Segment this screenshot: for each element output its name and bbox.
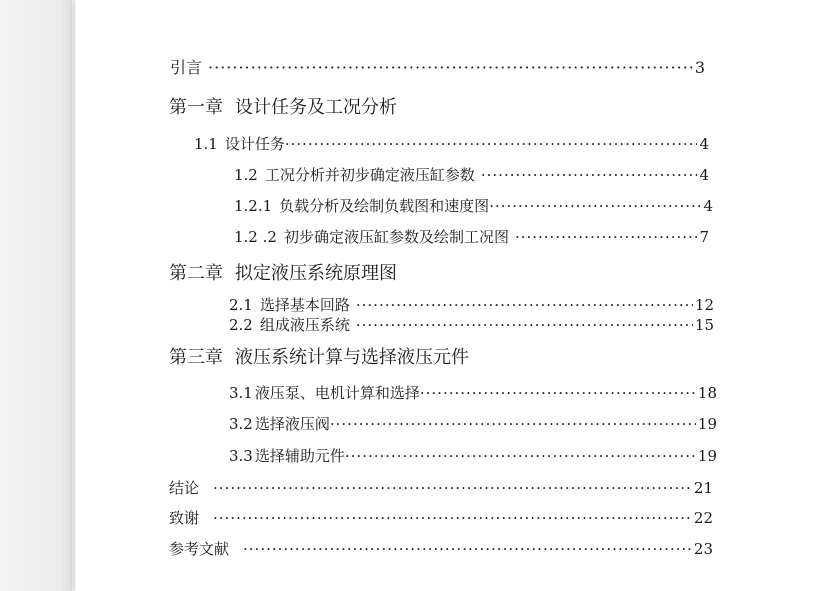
toc-entry-1-2-1[interactable] (234, 199, 713, 214)
toc-entry-label: 致谢 (169, 509, 200, 527)
toc-entry-number: 3.2 (229, 415, 253, 433)
toc-entry-number: 3.3 (229, 447, 253, 465)
toc-chapter-2[interactable] (169, 265, 397, 283)
toc-page-number: 4 (699, 135, 709, 153)
toc-page-number: 19 (697, 447, 717, 465)
toc-entry-label: 选择辅助元件 (254, 447, 345, 465)
toc-entry-thanks[interactable] (169, 511, 713, 526)
chapter-title: 液压系统计算与选择液压元件 (235, 347, 469, 368)
toc-page-number: 7 (699, 228, 709, 246)
toc-entry-1-2-2[interactable] (234, 230, 709, 245)
toc-entry-label: 负载分析及绘制负载图和速度图 (279, 197, 490, 215)
toc-entry-1-1[interactable] (194, 137, 709, 152)
toc-entry-label: 参考文献 (169, 540, 230, 558)
toc-entry-number: 3.1 (229, 384, 253, 402)
toc-page-number: 4 (703, 197, 713, 215)
toc-leader-dots (330, 417, 696, 432)
toc-page-number: 15 (694, 316, 714, 334)
toc-chapter-3[interactable] (169, 349, 469, 367)
toc-entry-2-2[interactable] (229, 318, 714, 333)
toc-leader-dots (208, 60, 693, 76)
toc-entry-label: 选择基本回路 (259, 296, 350, 314)
toc-leader-dots (243, 542, 692, 557)
toc-entry-number: 1.2 (234, 166, 258, 184)
toc-leader-dots (420, 386, 696, 401)
toc-entry-number: 1.2.1 (234, 197, 273, 215)
toc-leader-dots (356, 298, 693, 313)
toc-leader-dots (515, 230, 698, 245)
toc-entry-references[interactable] (169, 542, 713, 557)
toc-page-number: 21 (693, 479, 713, 497)
toc-entry-label: 初步确定液压缸参数及绘制工况图 (283, 228, 509, 246)
chapter-title: 拟定液压系统原理图 (235, 263, 397, 284)
toc-entry-1-2[interactable] (234, 168, 709, 183)
toc-page-number: 4 (699, 166, 709, 184)
document-page (75, 0, 831, 591)
toc-leader-dots (285, 137, 698, 152)
toc-entry-label: 设计任务 (224, 135, 285, 153)
toc-leader-dots (213, 511, 692, 526)
toc-entry-3-2[interactable] (229, 417, 717, 432)
toc-leader-dots (356, 318, 693, 333)
toc-leader-dots (481, 168, 698, 183)
toc-entry-intro[interactable] (170, 60, 705, 76)
toc-page-number: 12 (694, 296, 714, 314)
toc-entry-number: 2.1 (229, 296, 253, 314)
toc-entry-number: 1.1 (194, 135, 218, 153)
toc-entry-label: 结论 (169, 479, 200, 497)
toc-entry-label: 引言 (170, 58, 203, 77)
toc-entry-2-1[interactable] (229, 298, 714, 313)
toc-entry-label: 组成液压系统 (259, 316, 350, 334)
toc-chapter-1[interactable] (169, 99, 397, 117)
toc-entry-label: 工况分析并初步确定液压缸参数 (264, 166, 475, 184)
chapter-title: 设计任务及工况分析 (235, 97, 397, 118)
chapter-number: 第三章 (169, 347, 223, 368)
toc-entry-conclusion[interactable] (169, 481, 713, 496)
toc-leader-dots (213, 481, 692, 496)
workspace-margin (0, 0, 72, 591)
toc-page-number: 3 (694, 58, 705, 77)
chapter-number: 第二章 (169, 263, 223, 284)
toc-page-number: 23 (693, 540, 713, 558)
toc-page-number: 19 (697, 415, 717, 433)
toc-entry-3-1[interactable] (229, 386, 717, 401)
toc-entry-3-3[interactable] (229, 449, 717, 464)
toc-leader-dots (345, 449, 696, 464)
toc-entry-number: 2.2 (229, 316, 253, 334)
toc-entry-label: 选择液压阀 (254, 415, 330, 433)
toc-page-number: 22 (693, 509, 713, 527)
toc-leader-dots (489, 199, 701, 214)
toc-entry-number: 1.2 .2 (234, 228, 277, 246)
toc-page-number: 18 (697, 384, 717, 402)
chapter-number: 第一章 (169, 97, 223, 118)
toc-entry-label: 液压泵、电机计算和选择 (254, 384, 420, 402)
